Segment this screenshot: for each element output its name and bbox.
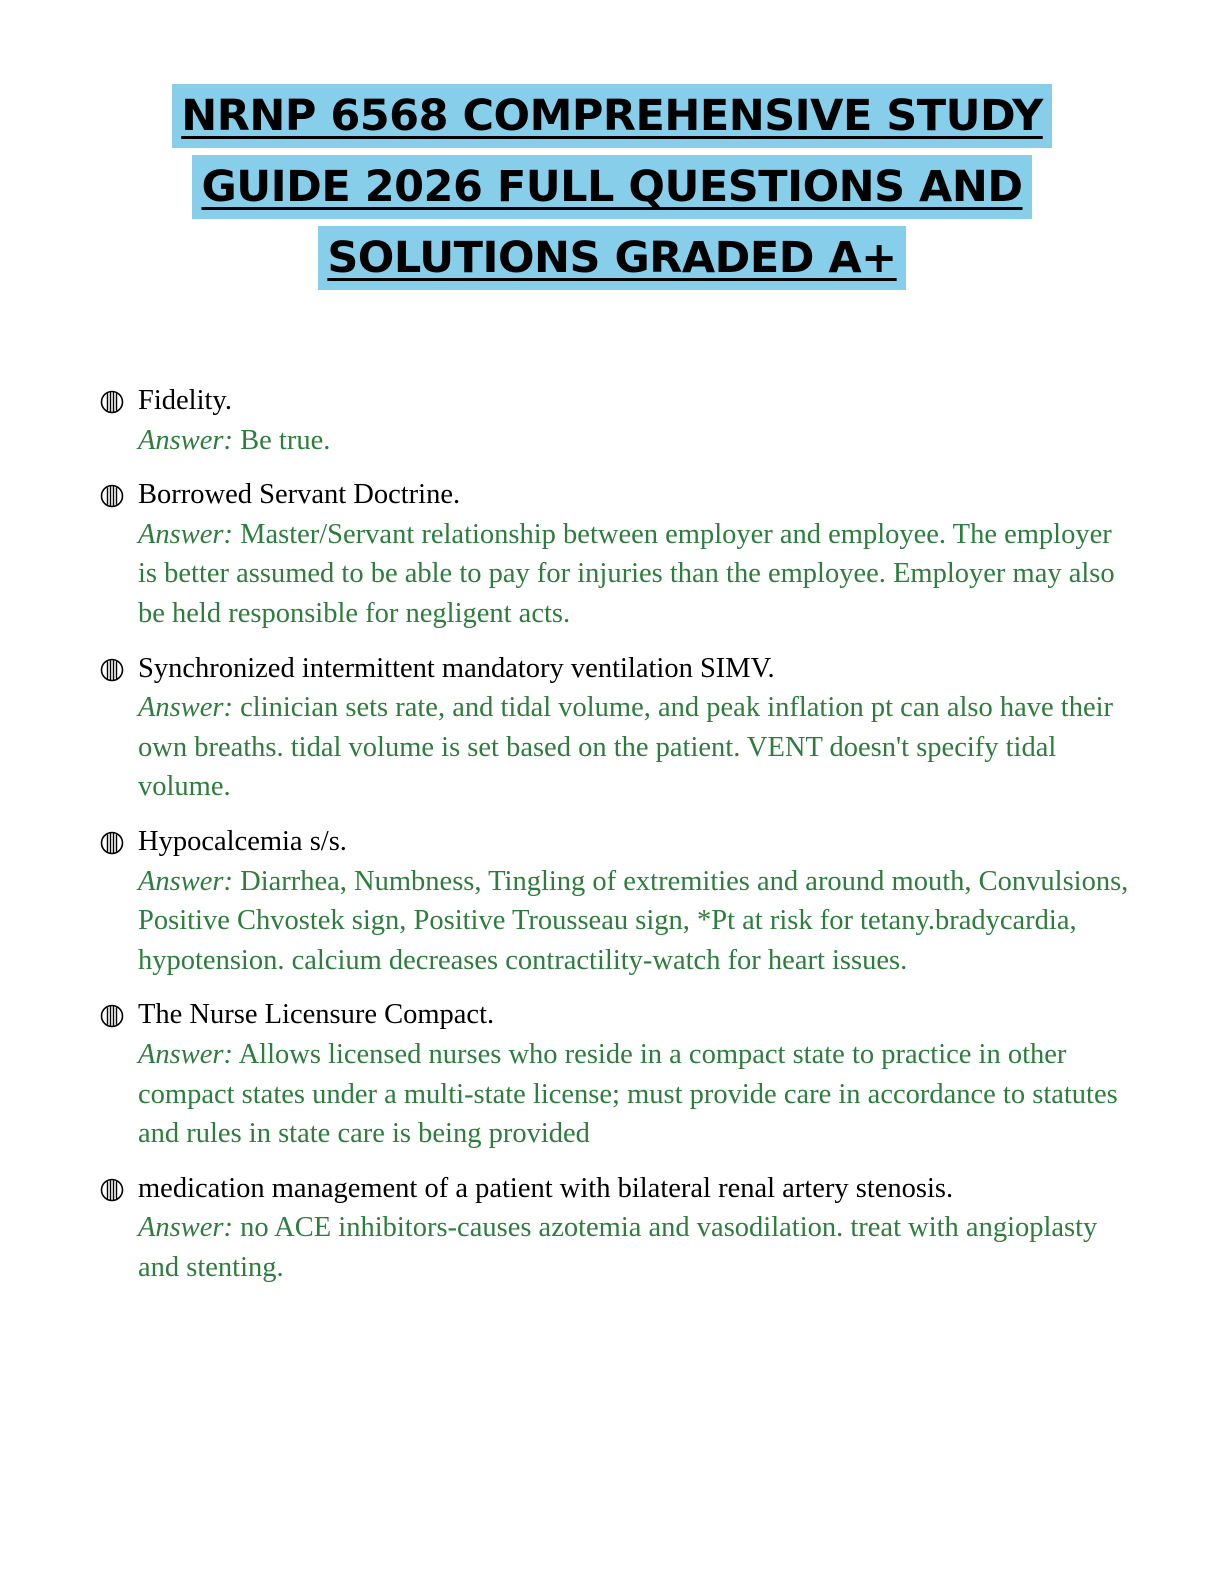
question-text: Synchronized intermittent mandatory ventilation SIMV. <box>138 652 775 684</box>
title-line-3: SOLUTIONS GRADED A+ <box>318 226 905 290</box>
answer-text <box>138 1208 1130 1287</box>
question-text: Borrowed Servant Doctrine. <box>138 479 461 511</box>
answer-text <box>138 1035 1130 1154</box>
qa-item <box>100 381 1130 460</box>
striped-circle-icon <box>100 1004 124 1028</box>
striped-circle-icon <box>100 484 124 508</box>
striped-circle-icon <box>100 658 124 682</box>
answer-label: Answer: <box>138 865 233 897</box>
title-line-2: GUIDE 2026 FULL QUESTIONS AND <box>192 155 1031 219</box>
answer-body: no ACE inhibitors-causes azotemia and vasodilation. treat with angioplasty and stenting. <box>138 1212 1098 1283</box>
qa-item <box>100 995 1130 1153</box>
answer-text <box>138 421 1130 461</box>
answer-body: Allows licensed nurses who reside in a compact state to practice in other compact states under a multi-state license; must provide care in accordance to statutes and rules in state care is being provided <box>138 1038 1118 1150</box>
document-title <box>0 84 1224 297</box>
qa-item <box>100 475 1130 633</box>
qa-item <box>100 822 1130 980</box>
answer-label: Answer: <box>138 518 233 550</box>
question-text: Fidelity. <box>138 385 232 416</box>
answer-label: Answer: <box>138 424 233 456</box>
striped-circle-icon <box>100 831 124 855</box>
qa-item <box>100 1169 1130 1288</box>
striped-circle-icon <box>100 1178 124 1202</box>
title-line-1: NRNP 6568 COMPREHENSIVE STUDY <box>172 84 1051 148</box>
answer-label: Answer: <box>138 1212 233 1244</box>
answer-label: Answer: <box>138 692 233 724</box>
answer-text <box>138 862 1130 981</box>
qa-item <box>100 649 1130 807</box>
qa-list <box>100 381 1130 1302</box>
answer-body: Master/Servant relationship between employer and employee. The employer is better assumed to be able to pay for injuries than the employee. Employer may also be held responsible for negligent acts. <box>138 518 1115 629</box>
question-text: medication management of a patient with bilateral renal artery stenosis. <box>138 1172 954 1204</box>
answer-text <box>138 515 1130 634</box>
answer-body: Diarrhea, Numbness, Tingling of extremities and around mouth, Convulsions, Positive Chvostek sign, Positive Trousseau sign, *Pt at risk for tetany.bradycardia, hypotension. calcium decreases contractility-watch for heart issues. <box>138 865 1129 976</box>
answer-body: Be true. <box>240 424 331 456</box>
answer-label: Answer: <box>138 1038 233 1070</box>
answer-text <box>138 688 1130 807</box>
question-text: Hypocalcemia s/s. <box>138 825 347 857</box>
answer-body: clinician sets rate, and tidal volume, and peak inflation pt can also have their own breaths. tidal volume is set based on the patient. VENT doesn't specify tidal volume. <box>138 692 1114 803</box>
question-text: The Nurse Licensure Compact. <box>138 999 495 1031</box>
striped-circle-icon <box>100 390 124 414</box>
